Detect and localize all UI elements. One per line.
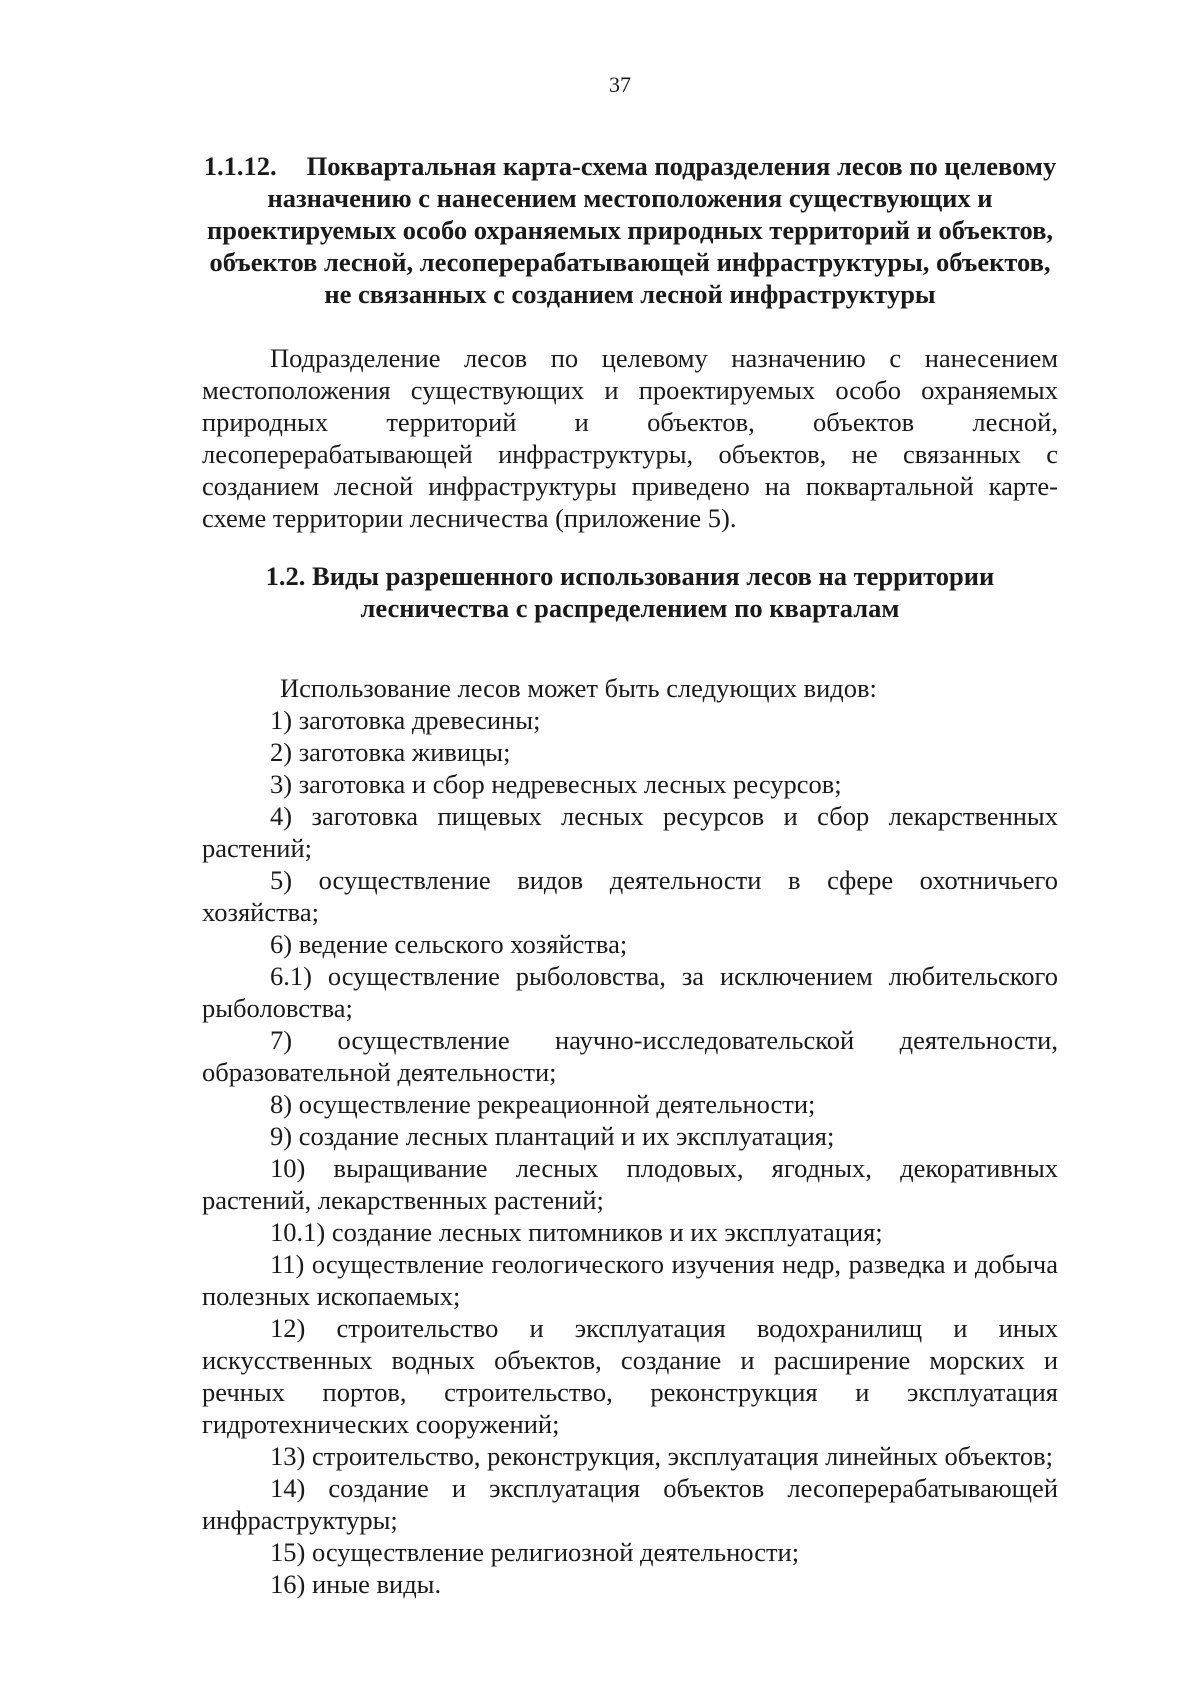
section-heading-1-1-12: [200, 150, 1060, 310]
section-number: 1.1.12.: [203, 151, 277, 181]
list-item: 15) осуществление религиозной деятельности;: [270, 1537, 800, 1567]
list-item: 4) заготовка пищевых лесных ресурсов и сбор лекарственных растений;: [202, 801, 1058, 863]
list-item: 8) осуществление рекреационной деятельности;: [270, 1089, 816, 1119]
list-item: 1) заготовка древесины;: [270, 705, 541, 735]
list-item: 10) выращивание лесных плодовых, ягодных, декоративных растений, лекарственных растений;: [202, 1153, 1058, 1215]
section-paragraph: Подразделение лесов по целевому назначению с нанесением местоположения существующих и проектируемых особо охраняемых природных территорий и объектов, объектов лесной, лесоперерабатывающей инфраструктуры, объектов, не связанных с созданием лесной инфраструктуры приведено на поквартальной карте-схеме территории лесничества (приложение 5).: [202, 343, 1058, 533]
list-item: 6) ведение сельского хозяйства;: [270, 929, 628, 959]
section-heading-1-2: 1.2. Виды разрешенного использования лесов на территории лесничества с распределением по кварталам: [265, 561, 995, 623]
list-item: 6.1) осуществление рыболовства, за исключением любительского рыболовства;: [202, 961, 1058, 1023]
page-number: 37: [609, 72, 631, 97]
list-item: 12) строительство и эксплуатация водохранилищ и иных искусственных водных объектов, создание и расширение морских и речных портов, строительство, реконструкция и эксплуатация гидротехнических сооружений;: [202, 1313, 1058, 1439]
list-lead: Использование лесов может быть следующих видов:: [280, 673, 877, 703]
list-item: 3) заготовка и сбор недревесных лесных ресурсов;: [270, 769, 842, 799]
section-title: Поквартальная карта-схема подразделения лесов по целевому назначению с нанесением местоположения существующих и проектируемых особо охраняемых природных территорий и объектов, объектов лесной, лесоперерабатывающей инфраструктуры, объектов, не связанных с созданием лесной инфраструктуры: [206, 151, 1057, 309]
list-item: 7) осуществление научно-исследовательской деятельности, образовательной деятельности;: [202, 1025, 1058, 1087]
list-item: 11) осуществление геологического изучения недр, разведка и добыча полезных ископаемых;: [202, 1249, 1058, 1311]
list-item: 5) осуществление видов деятельности в сфере охотничьего хозяйства;: [202, 865, 1058, 927]
list-item: 10.1) создание лесных питомников и их эксплуатация;: [270, 1217, 883, 1247]
list-item: 13) строительство, реконструкция, эксплуатация линейных объектов;: [270, 1441, 1053, 1471]
list-item: 16) иные виды.: [270, 1569, 442, 1599]
list-item: 14) создание и эксплуатация объектов лесоперерабатывающей инфраструктуры;: [202, 1473, 1058, 1535]
list-item: 9) создание лесных плантаций и их эксплуатация;: [270, 1121, 835, 1151]
list-item: 2) заготовка живицы;: [270, 737, 511, 767]
usage-types-list: [202, 672, 1058, 1600]
